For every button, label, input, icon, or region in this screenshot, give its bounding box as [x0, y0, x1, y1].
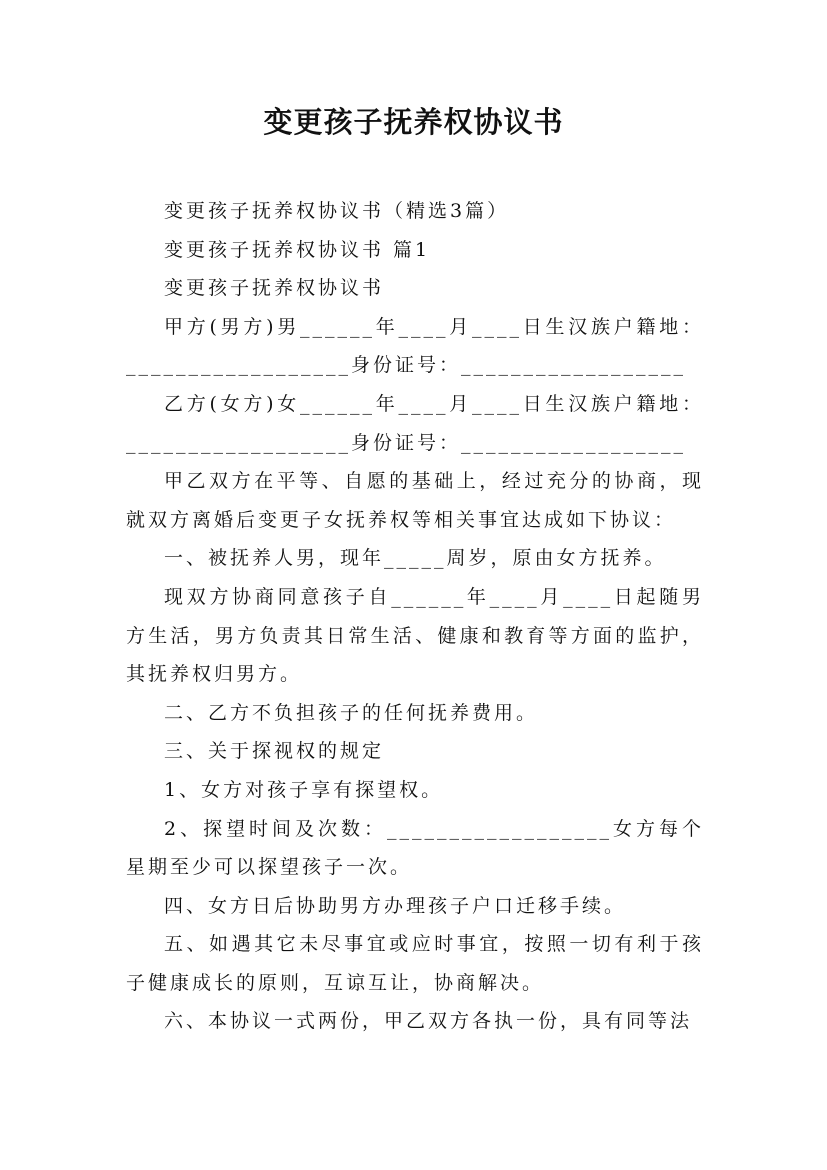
- paragraph-clause-3: 三、关于探视权的规定: [164, 740, 385, 763]
- paragraph-party-a: 甲方(男方)男______年____月____日生汉族户籍地：__________________身份证号：__________________: [126, 315, 704, 377]
- paragraph-preamble: 甲乙双方在平等、自愿的基础上，经过充分的协商，现就双方离婚后变更子女抚养权等相关事宜达成如下协议：: [126, 470, 704, 531]
- paragraph-clause-3-item-1: 1、女方对孩子享有探望权。: [164, 778, 444, 801]
- document-title: 变更孩子抚养权协议书: [263, 105, 564, 139]
- paragraph-section-heading: 变更孩子抚养权协议书 篇1: [164, 238, 431, 261]
- paragraph-subtitle-selection: 变更孩子抚养权协议书（精选3篇）: [164, 200, 510, 222]
- paragraph-clause-1: 一、被抚养人男，现年_____周岁，原由女方抚养。: [164, 547, 667, 570]
- document-body: [126, 192, 704, 1041]
- paragraph-clause-5: 五、如遇其它未尽事宜或应时事宜，按照一切有利于孩子健康成长的原则，互谅互让，协商解决。: [126, 933, 704, 994]
- paragraph-clause-2: 二、乙方不负担孩子的任何抚养费用。: [164, 701, 539, 724]
- paragraph-party-b: 乙方(女方)女______年____月____日生汉族户籍地：__________________身份证号：__________________: [126, 392, 704, 454]
- paragraph-clause-3-item-2: 2、探望时间及次数：__________________女方每个星期至少可以探望孩子一次。: [126, 817, 704, 879]
- paragraph-clause-4: 四、女方日后协助男方办理孩子户口迁移手续。: [164, 894, 627, 917]
- paragraph-agreement-name: 变更孩子抚养权协议书: [164, 277, 385, 300]
- paragraph-clause-6: 六、本协议一式两份，甲乙双方各执一份，具有同等法: [164, 1010, 693, 1033]
- paragraph-clause-1-detail: 现双方协商同意孩子自______年____月____日起随男方生活，男方负责其日常生活、健康和教育等方面的监护，其抚养权归男方。: [126, 585, 704, 686]
